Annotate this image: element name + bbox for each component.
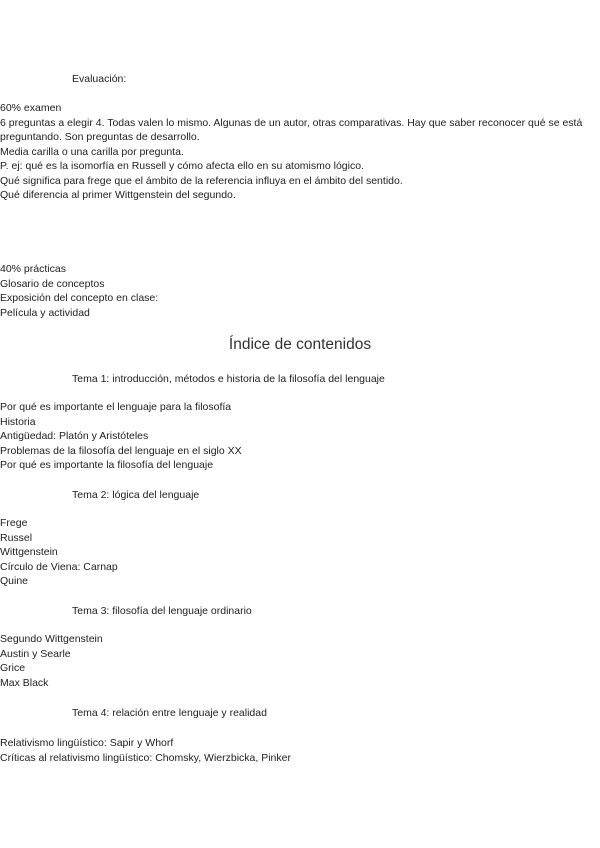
list-item: - Quine	[0, 574, 600, 589]
topic-list	[0, 516, 600, 589]
exam-section	[0, 101, 600, 203]
list-item: - Segundo Wittgenstein	[0, 632, 600, 647]
topic-list	[0, 632, 600, 690]
list-item: - Frege	[0, 516, 600, 531]
exam-subitem: - Qué diferencia al primer Wittgenstein del segundo.	[0, 188, 600, 203]
exam-item: - 6 preguntas a elegir 4. Todas valen lo mismo. Algunas de un autor, otras comparativas. Hay que saber reconocer qué se está preguntando. Son preguntas de desarrollo.	[0, 116, 600, 145]
practice-label: - 40% prácticas	[0, 262, 600, 277]
list-item: - Círculo de Viena: Carnap	[0, 560, 600, 575]
practice-items	[0, 277, 600, 321]
list-item: - Relativismo lingüístico: Sapir y Whorf	[0, 736, 600, 751]
list-item: - Austin y Searle	[0, 647, 600, 662]
evaluation-heading: Evaluación:	[72, 73, 127, 85]
topic-heading: Tema 1: introducción, métodos e historia de la filosofía del lenguaje	[72, 373, 385, 385]
exam-item: - Media carilla o una carilla por pregunta.	[0, 145, 600, 160]
practice-item: - Película y actividad	[0, 306, 600, 321]
list-item: - Grice	[0, 661, 600, 676]
list-item: - Antigüedad: Platón y Aristóteles	[0, 429, 600, 444]
topic-heading: Tema 2: lógica del lenguaje	[72, 489, 200, 501]
list-item: - Max Black	[0, 676, 600, 691]
practice-item: - Glosario de conceptos	[0, 277, 600, 292]
topic-list	[0, 400, 600, 473]
index-title: Índice de contenidos	[228, 336, 372, 353]
list-item: - Por qué es importante el lenguaje para la filosofía	[0, 400, 600, 415]
exam-subitem: - Qué significa para frege que el ámbito de la referencia influya en el ámbito del sentido.	[0, 174, 600, 189]
practice-section	[0, 262, 600, 320]
list-item: - Críticas al relativismo lingüístico: Chomsky, Wierzbicka, Pinker	[0, 751, 600, 766]
list-item: - Historia	[0, 415, 600, 430]
practice-item: - Exposición del concepto en clase:	[0, 291, 600, 306]
list-item: - Por qué es importante la filosofía del lenguaje	[0, 458, 600, 473]
topic-heading: Tema 3: filosofía del lenguaje ordinario	[72, 605, 252, 617]
exam-list	[0, 101, 600, 116]
exam-subitems	[0, 159, 600, 203]
topic-heading: Tema 4: relación entre lenguaje y realidad	[72, 707, 267, 719]
exam-label: - 60% examen	[0, 101, 600, 116]
exam-subitem: - P. ej: qué es la isomorfía en Russell y cómo afecta ello en su atomismo lógico.	[0, 159, 600, 174]
list-item: - Problemas de la filosofía del lenguaje en el siglo XX	[0, 444, 600, 459]
list-item: - Wittgenstein	[0, 545, 600, 560]
exam-items	[0, 116, 600, 160]
practice-list	[0, 262, 600, 277]
list-item: - Russel	[0, 531, 600, 546]
topic-list	[0, 736, 600, 765]
